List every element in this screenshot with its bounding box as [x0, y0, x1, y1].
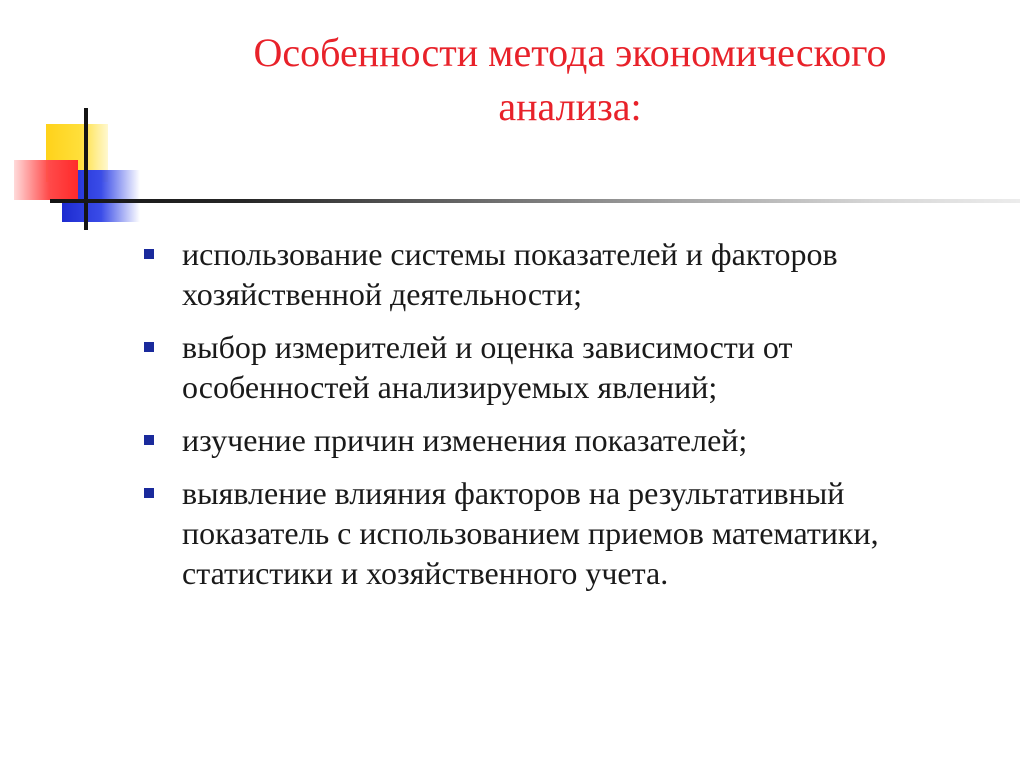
bullet-item [142, 420, 982, 460]
horizontal-divider-line [50, 199, 1020, 203]
bullet-text: использование системы показателей и факторов хозяйственной деятельности; [182, 236, 838, 312]
slide-title-line-2: анализа: [498, 84, 642, 129]
square-bullet-icon [144, 435, 154, 445]
bullet-text: выбор измерителей и оценка зависимости от особенностей анализируемых явлений; [182, 329, 793, 405]
vertical-divider-line [84, 108, 88, 230]
bullet-text: выявление влияния факторов на результативный показатель с использованием приемов математики, статистики и хозяйственного учета. [182, 475, 879, 591]
bullet-text: изучение причин изменения показателей; [182, 422, 748, 458]
bullet-list [142, 234, 982, 606]
bullet-item [142, 234, 982, 314]
red-square-decoration [14, 160, 78, 200]
bullet-item [142, 473, 982, 593]
square-bullet-icon [144, 249, 154, 259]
square-bullet-icon [144, 488, 154, 498]
slide-title [150, 26, 990, 134]
square-bullet-icon [144, 342, 154, 352]
bullet-item [142, 327, 982, 407]
slide-title-line-1: Особенности метода экономического [253, 30, 887, 75]
